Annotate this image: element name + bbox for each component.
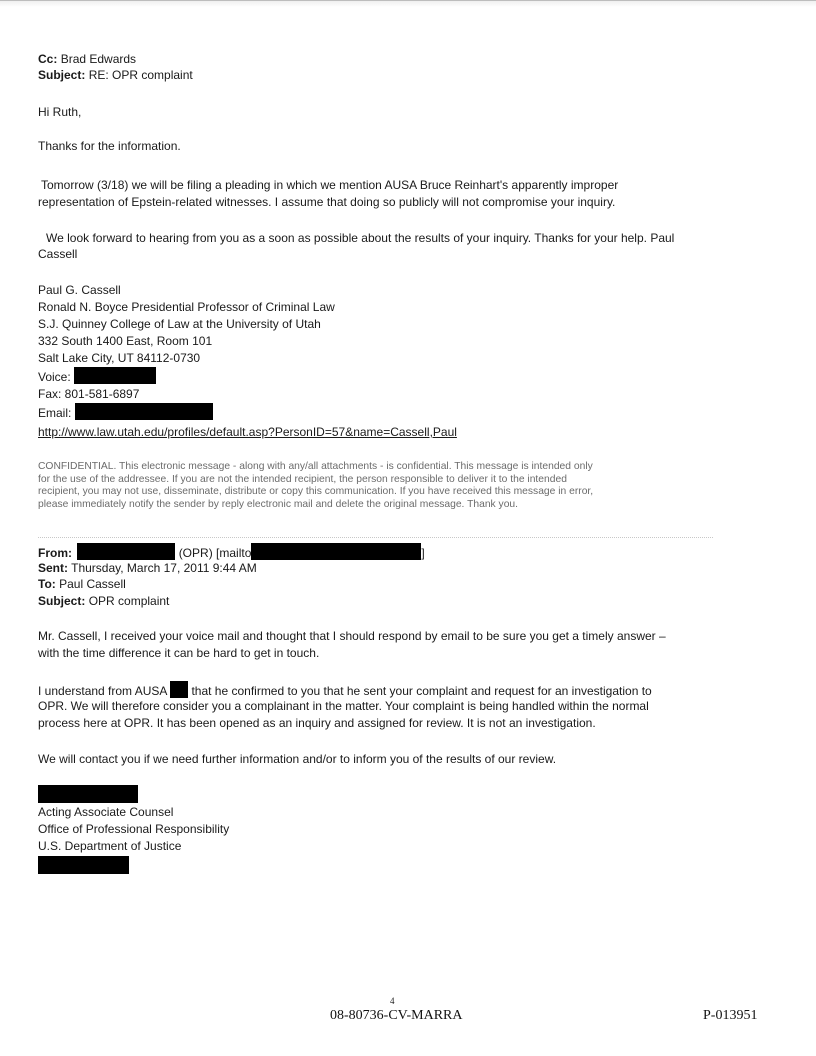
redaction-box (251, 543, 421, 560)
case-number: 08-80736-CV-MARRA (330, 1008, 463, 1023)
signature-email-line (38, 403, 213, 421)
redaction-box (74, 367, 156, 384)
to-value: Paul Cassell (59, 577, 126, 591)
profile-link[interactable]: http://www.law.utah.edu/profiles/default.asp?PersonID=57&name=Cassell,Paul (38, 425, 457, 439)
bates-number: P-013951 (703, 1008, 758, 1023)
from-line (38, 543, 425, 561)
sent-value: Thursday, March 17, 2011 9:44 AM (71, 561, 257, 575)
reply-paragraph-3-line-2: Cassell (38, 247, 78, 261)
reply-paragraph-1: Thanks for the information. (38, 139, 181, 153)
sent-line (38, 560, 257, 576)
confidentiality-line: please immediately notify the sender by reply electronic mail and delete the original message. Thank you. (38, 498, 519, 510)
original-paragraph-2-line-3: process here at OPR. It has been opened as an inquiry and assigned for review. It is not an investigation. (38, 716, 596, 730)
original-subject-value: OPR complaint (88, 594, 170, 608)
to-label: To: (38, 577, 56, 591)
redaction-box (170, 681, 188, 698)
subject-value: RE: OPR complaint (88, 68, 193, 82)
signature-title: Ronald N. Boyce Presidential Professor of Criminal Law (38, 300, 335, 314)
sent-label: Sent: (38, 561, 68, 575)
para2-text-a: I understand from AUSA (38, 684, 167, 698)
redaction-box (38, 785, 138, 803)
reply-paragraph-3-line-1: We look forward to hearing from you as a soon as possible about the results of your inquiry. Thanks for your help. Paul (46, 231, 675, 245)
signature-address-1: 332 South 1400 East, Room 101 (38, 334, 213, 348)
cc-value: Brad Edwards (60, 52, 137, 66)
voice-label: Voice: (38, 370, 71, 384)
opr-signature-office: Office of Professional Responsibility (38, 822, 230, 836)
redaction-box (75, 403, 213, 420)
original-paragraph-3: We will contact you if we need further information and/or to inform you of the results of our review. (38, 752, 557, 766)
cc-line (38, 51, 136, 67)
signature-address-2: Salt Lake City, UT 84112-0730 (38, 351, 201, 365)
greeting: Hi Ruth, (38, 105, 82, 119)
cc-label: Cc: (38, 52, 58, 66)
from-label: From: (38, 546, 72, 560)
signature-voice-line (38, 367, 156, 385)
original-paragraph-2-line-1 (38, 681, 652, 699)
to-line (38, 576, 126, 592)
reply-paragraph-2-line-2: representation of Epstein-related witnesses. I assume that doing so publicly will not compromise your inquiry. (38, 195, 616, 209)
redaction-box (38, 856, 129, 874)
original-paragraph-2-line-2: OPR. We will therefore consider you a complainant in the matter. Your complaint is being handled within the normal (38, 699, 649, 713)
original-subject-label: Subject: (38, 594, 86, 608)
confidentiality-notice (38, 461, 778, 511)
confidentiality-line: CONFIDENTIAL. This electronic message - along with any/all attachments - is confidential. This message is intended only (38, 461, 593, 472)
subject-line (38, 67, 193, 83)
email-label: Email: (38, 406, 72, 420)
signature-school: S.J. Quinney College of Law at the University of Utah (38, 317, 321, 331)
from-suffix: (OPR) [mailto (178, 546, 252, 560)
opr-signature-department: U.S. Department of Justice (38, 839, 182, 853)
original-paragraph-1-line-1: Mr. Cassell, I received your voice mail and thought that I should respond by email to be sure you get a timely answer – (38, 629, 666, 643)
original-paragraph-1-line-2: with the time difference it can be hard to get in touch. (38, 646, 320, 660)
redaction-box (77, 543, 175, 560)
original-subject-line (38, 593, 169, 609)
signature-name: Paul G. Cassell (38, 283, 121, 297)
scan-top-edge (0, 0, 816, 7)
confidentiality-line: recipient, you may not use, disseminate, distribute or copy this communication. If you have received this message in error, (38, 486, 594, 497)
opr-signature-title: Acting Associate Counsel (38, 805, 174, 819)
from-end: ] (421, 546, 425, 560)
signature-fax: Fax: 801-581-6897 (38, 387, 140, 401)
page-number: 4 (390, 996, 395, 1006)
reply-paragraph-2-line-1: Tomorrow (3/18) we will be filing a pleading in which we mention AUSA Bruce Reinhart's apparently improper (41, 178, 619, 192)
separator-line (38, 537, 713, 538)
subject-label: Subject: (38, 68, 86, 82)
para2-text-b: that he confirmed to you that he sent your complaint and request for an investigation to (191, 684, 652, 698)
confidentiality-line: for the use of the addressee. If you are not the intended recipient, the person responsible to deliver it to the intended (38, 473, 567, 485)
